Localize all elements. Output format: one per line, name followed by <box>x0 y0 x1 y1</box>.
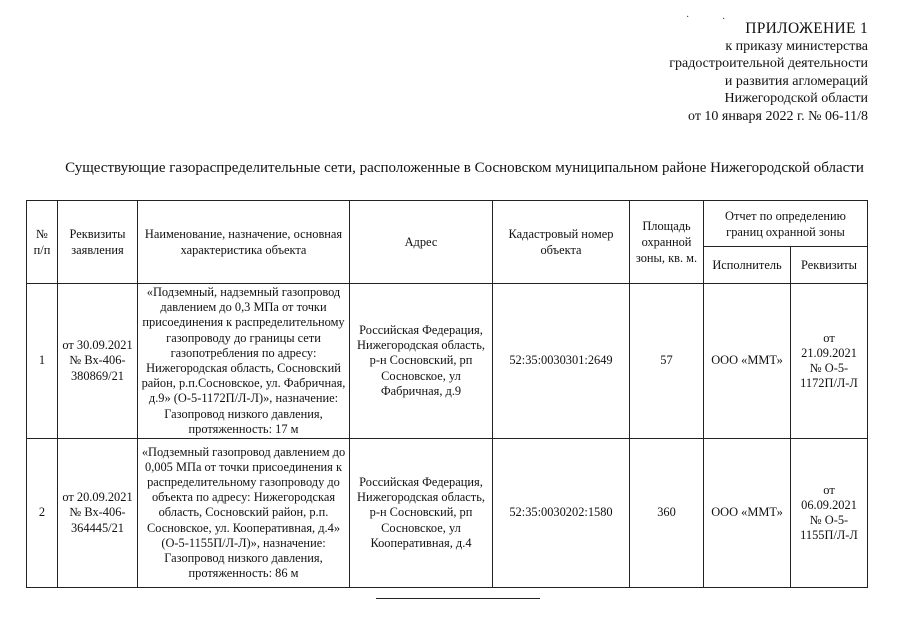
header-address: Адрес <box>350 201 493 284</box>
appendix-line: градостроительной деятельности <box>669 56 868 71</box>
header-name: Наименование, назначение, основная характеристика объекта <box>138 201 350 284</box>
cell-requisites: от 20.09.2021 № Вх-406-364445/21 <box>58 439 138 588</box>
closing-rule <box>376 598 540 599</box>
cell-address: Российская Федерация, Нижегородская область, р-н Сосновский, рп Сосновское, ул Фабричная, д.9 <box>350 284 493 439</box>
appendix-title: ПРИЛОЖЕНИЕ 1 <box>745 20 868 37</box>
header-requisites: Реквизиты заявления <box>58 201 138 284</box>
header-area: Площадь охранной зоны, кв. м. <box>630 201 704 284</box>
header-cadastral: Кадастровый номер объекта <box>493 201 630 284</box>
appendix-line: к приказу министерства <box>725 38 868 54</box>
cell-report-requisites: от 06.09.2021 № О-5-1155П/Л-Л <box>791 439 868 588</box>
cell-executor: ООО «ММТ» <box>704 439 791 588</box>
cell-name: «Подземный газопровод давлением до 0,005 МПа от точки присоединения к распределительному газопроводу до объекта по адресу: Нижегородская область, Сосновский район, р.п. Сосновское, ул. Кооперативная, д.4» (О-5-1155П/Л-Л)», назначение: Газопровод низкого давления, протяженность: 86 м <box>138 439 350 588</box>
appendix-line: и развития агломераций <box>724 73 868 89</box>
cell-requisites: от 30.09.2021 № Вх-406-380869/21 <box>58 284 138 439</box>
cell-executor: ООО «ММТ» <box>704 284 791 439</box>
header-num: № п/п <box>27 201 58 284</box>
table-row <box>27 439 868 588</box>
cell-area: 57 <box>630 284 704 439</box>
appendix-order-date: от 10 января 2022 г. № 06-11/8 <box>688 108 868 124</box>
cell-name: «Подземный, надземный газопровод давлением до 0,3 МПа от точки присоединения к распределительному газопроводу до границы сети газопотребления по адресу: Нижегородская область, Сосновский район, р.п.Сосновское, ул. Фабричная, д.9» (О-5-1172П/Л-Л)», назначение: Газопровод низкого давления, протяженность: 17 м <box>138 284 350 439</box>
header-report-requisites: Реквизиты <box>791 247 868 284</box>
cell-num: 1 <box>27 284 58 439</box>
cell-area: 360 <box>630 439 704 588</box>
cell-cadastral: 52:35:0030202:1580 <box>493 439 630 588</box>
appendix-header <box>669 20 868 125</box>
table-row <box>27 284 868 439</box>
cell-cadastral: 52:35:0030301:2649 <box>493 284 630 439</box>
cell-report-requisites: от 21.09.2021 № О-5-1172П/Л-Л <box>791 284 868 439</box>
scan-speck: · <box>722 14 726 25</box>
cell-address: Российская Федерация, Нижегородская область, р-н Сосновский, рп Сосновское, ул Кооперативная, д.4 <box>350 439 493 588</box>
document-title: Существующие газораспределительные сети, расположенные в Сосновском муниципальном районе Нижегородской области <box>65 160 864 176</box>
appendix-line: Нижегородской области <box>724 91 868 106</box>
gas-networks-table <box>26 200 868 588</box>
scan-speck: · <box>686 12 690 23</box>
header-executor: Исполнитель <box>704 247 791 284</box>
header-report: Отчет по определению границ охранной зоны <box>704 201 868 247</box>
cell-num: 2 <box>27 439 58 588</box>
